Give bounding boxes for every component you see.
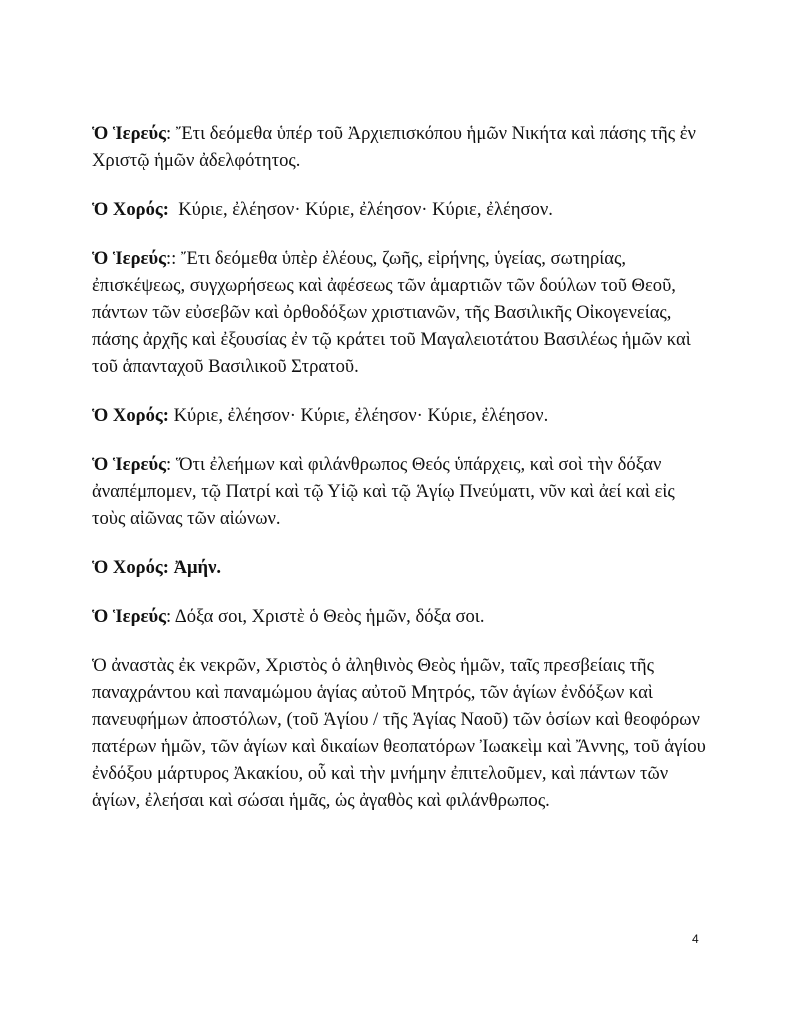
paragraph-choir-kyrie bbox=[92, 196, 712, 223]
page-number: 4 bbox=[692, 932, 699, 946]
document-body bbox=[92, 120, 712, 836]
separator: : bbox=[166, 123, 176, 144]
paragraph-priest-glory bbox=[92, 603, 712, 630]
speaker-label: Ὁ Ἱερεύς bbox=[92, 248, 166, 269]
paragraph-priest-archbishop bbox=[92, 120, 712, 174]
speaker-label: Ὁ Χορός: bbox=[92, 199, 169, 220]
separator: :: bbox=[166, 248, 181, 269]
paragraph-choir-kyrie-2 bbox=[92, 402, 712, 429]
paragraph-text: Κύριε, ἐλέησον· Κύριε, ἐλέησον· Κύριε, ἐλέησον. bbox=[173, 405, 549, 426]
paragraph-priest-exclamation bbox=[92, 451, 712, 532]
paragraph-text: Ὅτι ἐλεήμων καὶ φιλάνθρωπος Θεός ὑπάρχεις, καὶ σοὶ τὴν δόξαν ἀναπέμπομεν, τῷ Πατρί καὶ τῷ Υἱῷ καὶ τῷ Ἁγίῳ Πνεύματι, νῦν καὶ ἀεί καὶ εἰς τοὺς αἰῶνας τῶν αἰώνων. bbox=[92, 454, 675, 529]
paragraph-dismissal bbox=[92, 652, 712, 814]
separator: : bbox=[166, 454, 176, 475]
speaker-label: Ὁ Ἱερεύς bbox=[92, 123, 166, 144]
paragraph-priest-petitions bbox=[92, 245, 712, 380]
paragraph-text: Κύριε, ἐλέησον· Κύριε, ἐλέησον· Κύριε, ἐλέησον. bbox=[178, 199, 553, 220]
paragraph-text: Ἔτι δεόμεθα ὑπέρ τοῦ Ἀρχιεπισκόπου ἡμῶν Νικήτα καὶ πάσης τῆς ἐν Χριστῷ ἡμῶν ἀδελφότητος. bbox=[92, 123, 696, 171]
separator: : bbox=[166, 606, 175, 627]
speaker-label: Ὁ Χορός: Ἀμήν. bbox=[92, 557, 222, 578]
speaker-label: Ὁ Χορός: bbox=[92, 405, 169, 426]
separator bbox=[169, 199, 178, 220]
paragraph-text: Δόξα σοι, Χριστὲ ὁ Θεὸς ἡμῶν, δόξα σοι. bbox=[174, 606, 485, 627]
speaker-label: Ὁ Ἱερεύς bbox=[92, 454, 166, 475]
paragraph-text: Ὁ ἀναστὰς ἐκ νεκρῶν, Χριστὸς ὁ ἀληθινὸς Θεὸς ἡμῶν, ταῖς πρεσβείαις τῆς παναχράντου καὶ παναμώμου ἁγίας αὐτοῦ Μητρός, τῶν ἁγίων ἐνδόξων καὶ πανευφήμων ἀποστόλων, (τοῦ Ἁγίου / τῆς Ἁγίας Ναοῦ) τῶν ὁσίων καὶ θεοφόρων πατέρων ἡμῶν, τῶν ἁγίων καὶ δικαίων θεοπατόρων Ἰωακεὶμ καὶ Ἄννης, τοῦ ἁγίου ἐνδόξου μάρτυρος Ἀκακίου, οὗ καὶ τὴν μνήμην ἐπιτελοῦμεν, καὶ πάντων τῶν ἁγίων, ἐλεήσαι καὶ σώσαι ἡμᾶς, ὡς ἀγαθὸς καὶ φιλάνθρωπος. bbox=[92, 655, 706, 811]
paragraph-text: Ἔτι δεόμεθα ὑπὲρ ἐλέους, ζωῆς, εἰρήνης, ὑγείας, σωτηρίας, ἐπισκέψεως, συγχωρήσεως καὶ ἀφέσεως τῶν ἁμαρτιῶν τῶν δούλων τοῦ Θεοῦ, πάντων τῶν εὐσεβῶν καὶ ὀρθοδόξων χριστιανῶν, τῆς Βασιλικῆς Οἰκογενείας, πάσης ἀρχῆς καὶ ἐξουσίας ἐν τῷ κράτει τοῦ Μαγαλειοτάτου Βασιλέως ἡμῶν καὶ τοῦ ἁπανταχοῦ Βασιλικοῦ Στρατοῦ. bbox=[92, 248, 691, 377]
paragraph-choir-amen bbox=[92, 554, 712, 581]
speaker-label: Ὁ Ἱερεύς bbox=[92, 606, 166, 627]
